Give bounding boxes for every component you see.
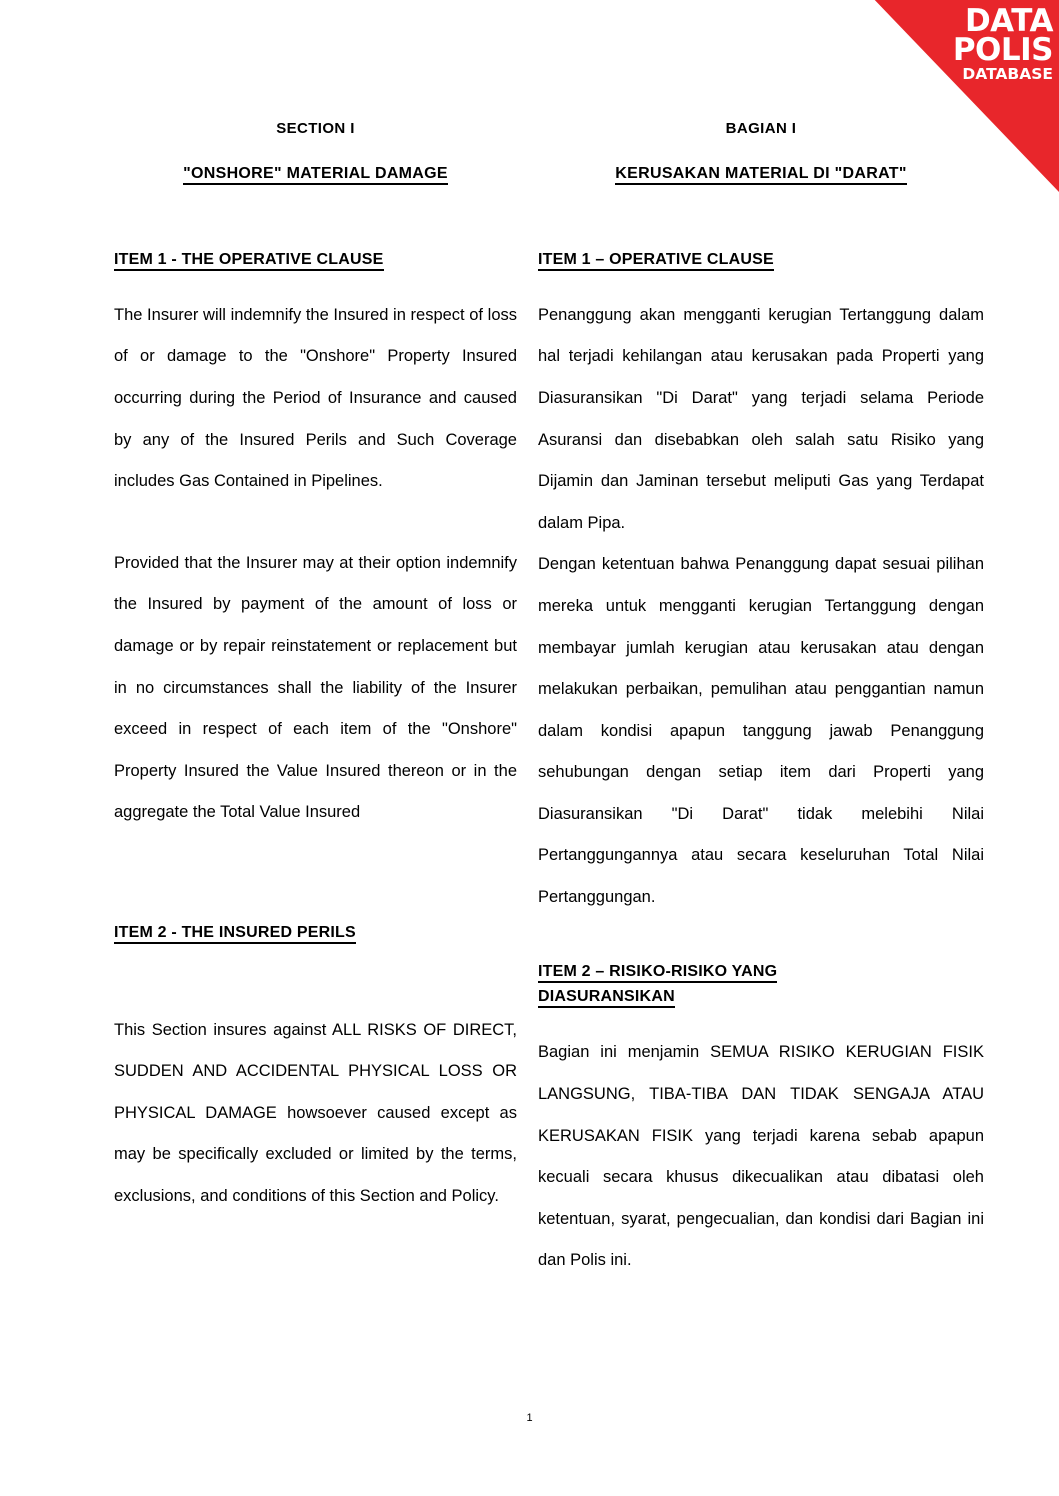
section-subtitle-left-text: "ONSHORE" MATERIAL DAMAGE [183,165,448,185]
section-subtitle-left [114,165,517,183]
spacer [538,1010,984,1032]
item2-paragraph1-right: Bagian ini menjamin SEMUA RISIKO KERUGIAN FISIK LANGSUNG, TIBA-TIBA DAN TIDAK SENGAJA ATAU KERUSAKAN FISIK yang terjadi karena sebab apapun kecuali secara khusus dikecualikan atau dibatasi oleh ketentuan, syarat, pengecualian, dan kondisi dari Bagian ini dan Polis ini. [538,1043,984,1270]
item2-heading-right-second-line [538,984,984,1010]
section-subtitle-right-text: KERUSAKAN MATERIAL DI "DARAT" [615,165,906,185]
section-title-right: BAGIAN I [725,120,797,137]
logo-wordmark [952,3,1053,83]
section-title-left: SECTION I [276,120,355,137]
item1-heading-left [114,247,517,273]
item1-heading-left-text: ITEM 1 - THE OPERATIVE CLAUSE [114,251,384,271]
item1-heading-right-text: ITEM 1 – OPERATIVE CLAUSE [538,251,774,271]
spacer [114,834,517,920]
item2-heading-right [538,959,984,985]
logo-line-data: DATA [964,3,1053,39]
english-column [0,120,530,1282]
section-subtitle-right [538,165,984,183]
spacer [114,273,517,295]
item1-paragraph1-left: The Insurer will indemnify the Insured in respect of loss of or damage to the "Onshore" Property Insured occurring during the Period of Insurance and caused by any of the Insured Perils and Such Coverage includes Gas Contained in Pipelines. [114,305,517,491]
item2-heading-right-line2: DIASURANSIKAN [538,988,675,1008]
two-column-body [0,120,1059,1282]
spacer [114,183,517,247]
spacer [538,919,984,959]
item1-paragraph2-right: Dengan ketentuan bahwa Penanggung dapat sesuai pilihan mereka untuk mengganti kerugian Tertanggung dengan membayar jumlah kerugian atau kerusakan atau dengan melakukan perbaikan, pemulihan atau penggantian namun dalam kondisi apapun tanggung jawab Penanggung sehubungan dengan setiap item dari Properti yang Diasuransikan "Di Darat" tidak melebihi Nilai Pertanggungannya atau secara keseluruhan Total Nilai Pertanggungan. [538,555,984,906]
item1-heading-right [538,247,984,273]
item1-paragraph1-right: Penanggung akan mengganti kerugian Tertanggung dalam hal terjadi kehilangan atau kerusakan pada Properti yang Diasuransikan "Di Darat" yang terjadi selama Periode Asuransi dan disebabkan oleh salah satu Risiko yang Dijamin dan Jaminan tersebut meliputi Gas yang Terdapat dalam Pipa. [538,305,984,532]
item2-paragraph1-left: This Section insures against ALL RISKS OF DIRECT, SUDDEN AND ACCIDENTAL PHYSICAL LOSS OR PHYSICAL DAMAGE howsoever caused except as may be specifically excluded or limited by the terms, exclusions, and conditions of this Section and Policy. [114,1020,517,1206]
item1-paragraph2-left: Provided that the Insurer may at their option indemnify the Insured by payment of the amount of loss or damage or by repair reinstatement or replacement but in no circumstances shall the liability of the Insurer exceed in respect of each item of the "Onshore" Property Insured the Value Insured thereon or in the aggregate the Total Value Insured [114,553,517,822]
spacer [114,503,517,543]
spacer [538,273,984,295]
item2-heading-left-text: ITEM 2 - THE INSURED PERILS [114,924,356,944]
indonesian-column [530,120,1059,1282]
spacer [538,183,984,247]
item2-heading-left [114,920,517,946]
logo-line-polis: POLIS [952,32,1053,68]
page-number: 1 [526,1412,533,1424]
logo-line-database: DATABASE [962,65,1053,83]
spacer [114,946,517,1010]
item2-heading-right-line1: ITEM 2 – RISIKO-RISIKO YANG [538,963,777,983]
